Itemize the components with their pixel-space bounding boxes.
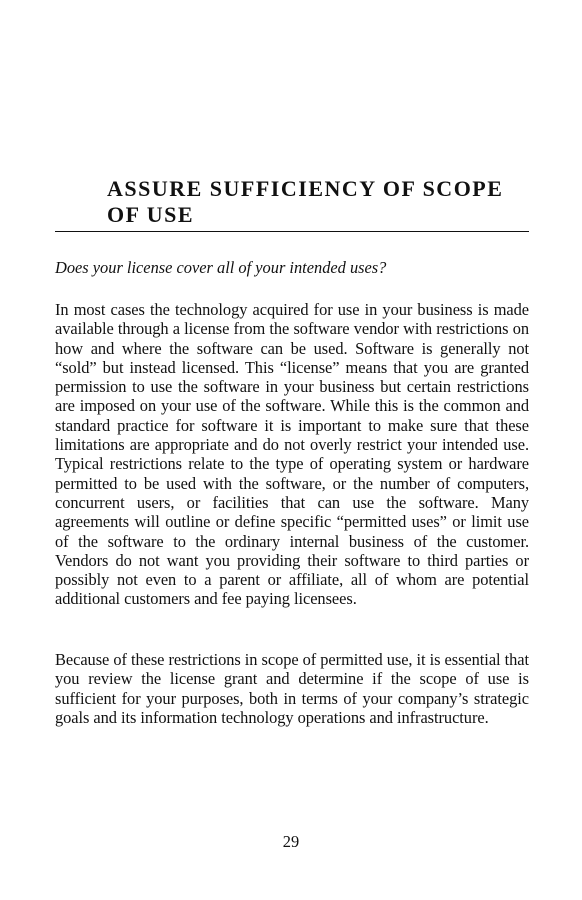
section-heading bbox=[55, 176, 529, 232]
page-number: 29 bbox=[282, 832, 300, 851]
section-title-line-1: ASSURE SUFFICIENCY OF SCOPE bbox=[107, 176, 504, 201]
body-paragraph-2: Because of these restrictions in scope of permitted use, it is essential that you review the license grant and determine if the scope of use is sufficient for your purposes, both in terms of your company’s strategic goals and its information technology operations and infrastructure. bbox=[55, 650, 529, 727]
section-question: Does your license cover all of your intended uses? bbox=[55, 258, 387, 277]
body-paragraph-1: In most cases the technology acquired for use in your business is made available through a license from the software vendor with restrictions on how and where the software can be used. Software is generally not “sold” but instead licensed. This “license” means that you are granted permission to use the software in your business but certain restrictions are imposed on your use of the software. While this is the common and standard practice for software it is important to make sure that these limitations are appropriate and do not overly restrict your intended use. Typical restrictions relate to the type of operating system or hardware permitted to be used with the software, or the number of computers, concurrent users, or facilities that can use the software. Many agreements will outline or define specific “permitted uses” or limit use of the software to the ordinary internal business of the customer. Vendors do not want you providing their software to third parties or possibly not even to a parent or affiliate, all of whom are potential additional customers and fee paying licensees. bbox=[55, 300, 529, 609]
section-title-line-2: OF USE bbox=[107, 202, 195, 227]
